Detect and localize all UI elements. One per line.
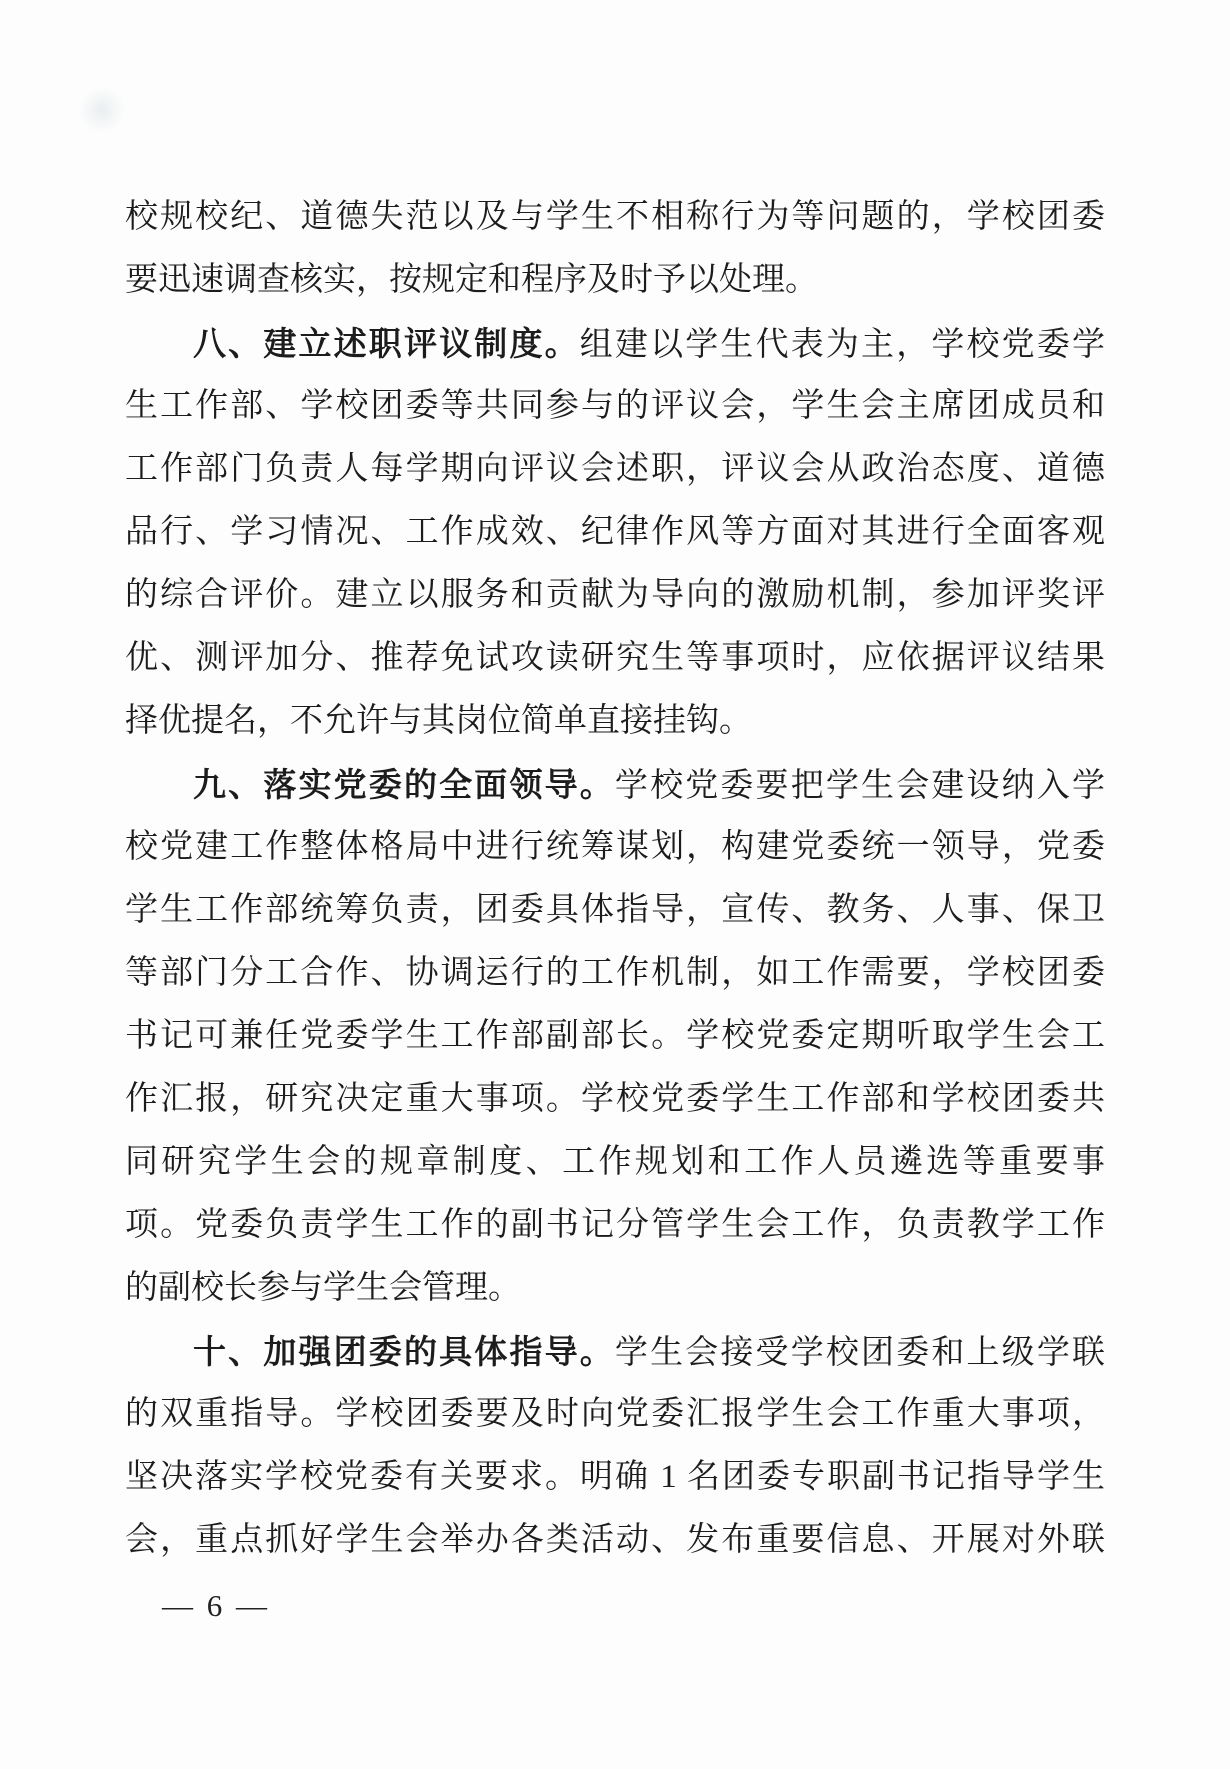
text-line: 的双重指导。学校团委要及时向党委汇报学生会工作重大事项， — [125, 1396, 1105, 1432]
text-line: 校规校纪、道德失范以及与学生不相称行为等问题的，学校团委 — [125, 199, 1105, 235]
page-number: — 6 — — [162, 1588, 270, 1623]
section-heading: 十、加强团委的具体指导。 — [193, 1333, 615, 1370]
text-line: 要迅速调查核实，按规定和程序及时予以处理。 — [125, 262, 818, 298]
section-heading: 八、建立述职评议制度。 — [193, 325, 580, 362]
text-line: 项。党委负责学生工作的副书记分管学生会工作，负责教学工作 — [125, 1207, 1105, 1243]
text-line: 品行、学习情况、工作成效、纪律作风等方面对其进行全面客观 — [125, 514, 1105, 550]
text-line: 作汇报，研究决定重大事项。学校党委学生工作部和学校团委共 — [125, 1081, 1105, 1117]
text-line: 择优提名，不允许与其岗位简单直接挂钩。 — [125, 703, 752, 739]
text-line: 八、建立述职评议制度。组建以学生代表为主，学校党委学 — [193, 325, 1105, 363]
text-line: 九、落实党委的全面领导。学校党委要把学生会建设纳入学 — [193, 766, 1105, 804]
document-body — [125, 186, 1105, 1572]
section-heading: 九、落实党委的全面领导。 — [193, 766, 615, 803]
text-line: 工作部门负责人每学期向评议会述职，评议会从政治态度、道德 — [125, 451, 1105, 487]
text-line: 会，重点抓好学生会举办各类活动、发布重要信息、开展对外联 — [125, 1522, 1105, 1558]
scan-smudge — [78, 86, 126, 134]
page-footer — [162, 1588, 270, 1624]
text-line: 坚决落实学校党委有关要求。明确 1 名团委专职副书记指导学生 — [125, 1459, 1105, 1495]
text-line: 十、加强团委的具体指导。学生会接受学校团委和上级学联 — [193, 1333, 1105, 1371]
text-line: 的副校长参与学生会管理。 — [125, 1270, 521, 1306]
text-line: 生工作部、学校团委等共同参与的评议会，学生会主席团成员和 — [125, 388, 1105, 424]
text-line: 书记可兼任党委学生工作部副部长。学校党委定期听取学生会工 — [125, 1018, 1105, 1054]
text-line: 的综合评价。建立以服务和贡献为导向的激励机制，参加评奖评 — [125, 577, 1105, 613]
text-line: 学生工作部统筹负责，团委具体指导，宣传、教务、人事、保卫 — [125, 892, 1105, 928]
text-line: 校党建工作整体格局中进行统筹谋划，构建党委统一领导，党委 — [125, 829, 1105, 865]
text-line: 等部门分工合作、协调运行的工作机制，如工作需要，学校团委 — [125, 955, 1105, 991]
text-line: 优、测评加分、推荐免试攻读研究生等事项时，应依据评议结果 — [125, 640, 1105, 676]
text-line: 同研究学生会的规章制度、工作规划和工作人员遴选等重要事 — [125, 1144, 1105, 1180]
